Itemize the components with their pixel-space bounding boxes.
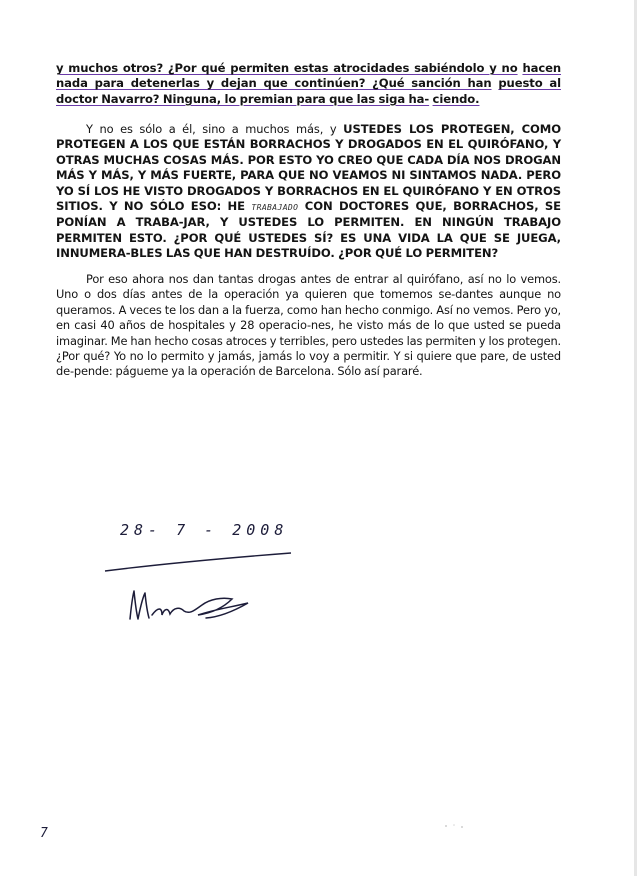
underlined-line-1: y muchos otros? ¿Por qué permiten estas atrocidades sabiéndolo y no <box>56 61 518 75</box>
page-number-mark: 7 <box>40 826 48 841</box>
handwritten-insert-word: TRABAJADO <box>251 203 299 213</box>
underlined-line-3: puesto al doctor Navarro? Ninguna, lo premian para que las siga ha- <box>56 76 561 106</box>
paragraph-2-caps-part-1: USTEDES LOS PROTEGEN, COMO PROTEGEN A LOS QUE ESTÁN BORRACHOS Y DROGADOS EN EL QUIRÓFANO, Y OTRAS MUCHAS COSAS MÁS. POR ESTO YO CREO QUE CADA DÍA NOS DROGAN MÁS Y MÁS, Y MÁS FUERTE, PARA QUE NO VEAMOS NI SINTAMOS NADA. PERO YO SÍ LOS HE VISTO DROGADOS Y BORRACHOS EN EL QUIRÓFANO Y EN OTROS SITIOS. Y NO SÓLO ESO: HE <box>56 122 561 214</box>
paragraph-2-intro: Y no es sólo a él, sino a muchos más, y <box>86 122 344 136</box>
paragraph-2-caps-part-2: CON DOCTORES QUE, BORRACHOS, SE PONÍAN A TRABA-JAR, Y USTEDES LO PERMITEN. EN NINGÚN TRABAJO PERMITEN ESTO. ¿POR QUÉ USTEDES SÍ? ES UNA VIDA LA QUE SE JUEGA, INNUMERA-BLES LAS QUE HAN DESTRUÍDO. ¿POR QUÉ LO PERMITEN? <box>56 199 561 261</box>
signature-line <box>103 545 293 575</box>
paragraph-3: Por eso ahora nos dan tantas drogas antes de entrar al quirófano, así no lo vemos. Uno o dos días antes de la operación ya quieren que tomemos se-dantes aunque no queramos. A veces te los dan a la fuerza, como han hecho conmigo. Así no vemos. Pero yo, en casi 40 años de hospitales y 28 operacio-nes, he visto más de lo que usted se pueda imaginar. Me han hecho cosas atroces y terribles, pero ustedes las permiten y los protegen. ¿Por qué? Yo no lo permito y jamás, jamás lo voy a permitir. Y si quiere que pare, de usted de-pende: págueme ya la operación de Barcelona. Sólo así pararé. <box>56 272 561 379</box>
paragraph-2 <box>56 122 561 262</box>
handwritten-date-text: 28- 7 - 2008 <box>120 521 289 539</box>
underlined-line-2: hacen nada para detenerlas y dejan que continúen? ¿Qué sanción han <box>56 61 562 91</box>
scan-speck <box>440 820 470 832</box>
underlined-line-4: ciendo. <box>432 91 480 106</box>
handwritten-signature <box>124 585 254 625</box>
handwritten-date <box>120 520 288 539</box>
paragraph-1 <box>56 61 561 107</box>
